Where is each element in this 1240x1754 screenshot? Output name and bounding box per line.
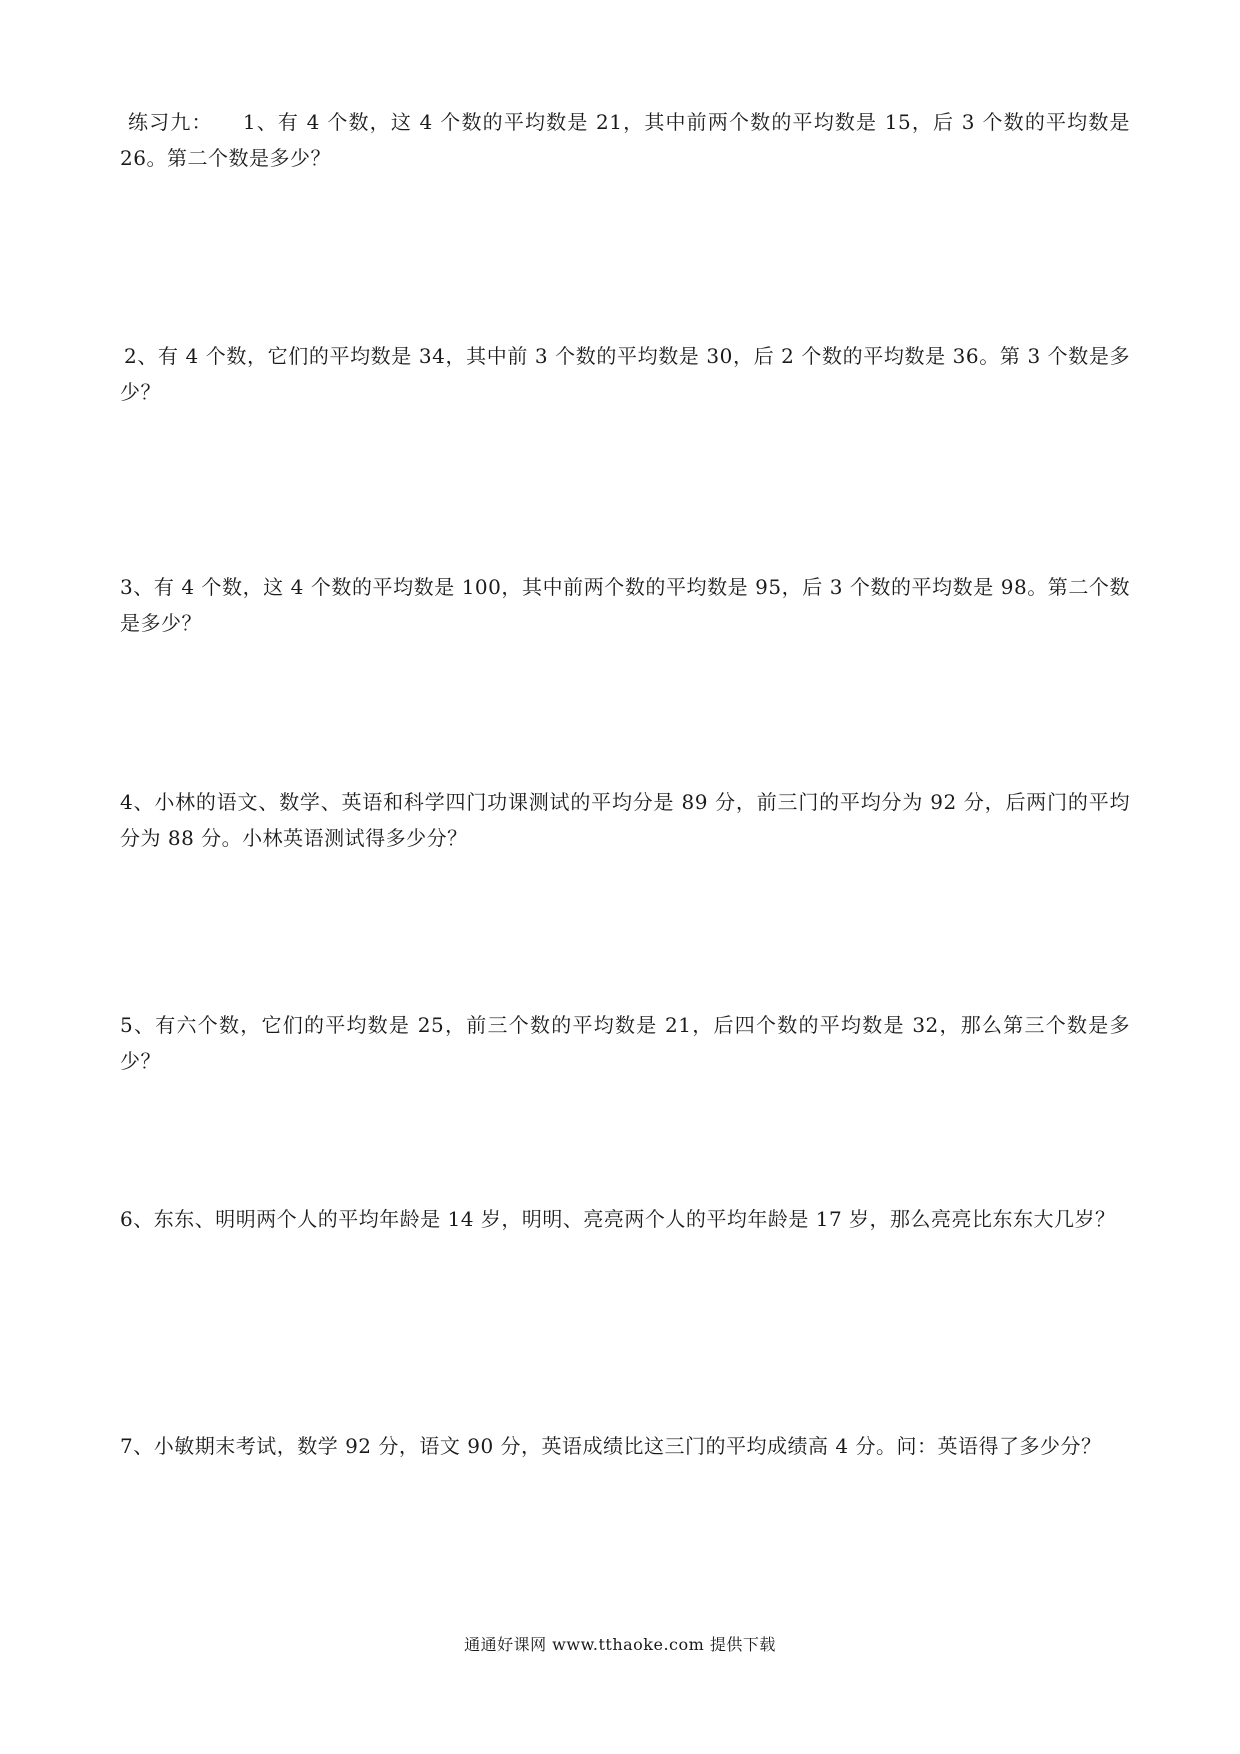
question-1: [120, 104, 1130, 176]
question-text: 6、东东、明明两个人的平均年龄是 14 岁，明明、亮亮两个人的平均年龄是 17 岁，那么亮亮比东东大几岁？: [120, 1207, 1116, 1231]
question-text: 7、小敏期末考试，数学 92 分，语文 90 分，英语成绩比这三门的平均成绩高 4 分。问：英语得了多少分？: [120, 1434, 1102, 1458]
worksheet-title: 练习九：: [128, 110, 213, 134]
question-text: 4、小林的语文、数学、英语和科学四门功课测试的平均分是 89 分，前三门的平均分为 92 分，后两门的平均分为 88 分。小林英语测试得多少分？: [120, 790, 1130, 850]
question-3: [120, 569, 1130, 641]
question-text: 5、有六个数，它们的平均数是 25，前三个数的平均数是 21，后四个数的平均数是 32，那么第三个数是多少？: [120, 1013, 1130, 1073]
question-4: [120, 784, 1130, 856]
page-footer: 通通好课网 www.tthaoke.com 提供下载: [464, 1635, 776, 1654]
question-7: [120, 1428, 1130, 1464]
question-text: 3、有 4 个数，这 4 个数的平均数是 100，其中前两个数的平均数是 95，后 3 个数的平均数是 98。第二个数是多少？: [120, 575, 1130, 635]
question-5: [120, 1007, 1130, 1079]
question-text: 1、有 4 个数，这 4 个数的平均数是 21，其中前两个数的平均数是 15，后 3 个数的平均数是 26。第二个数是多少？: [120, 110, 1131, 170]
question-2: [120, 338, 1130, 410]
question-6: [120, 1201, 1130, 1237]
question-text: 2、有 4 个数，它们的平均数是 34，其中前 3 个数的平均数是 30，后 2 个数的平均数是 36。第 3 个数是多少？: [120, 344, 1130, 404]
